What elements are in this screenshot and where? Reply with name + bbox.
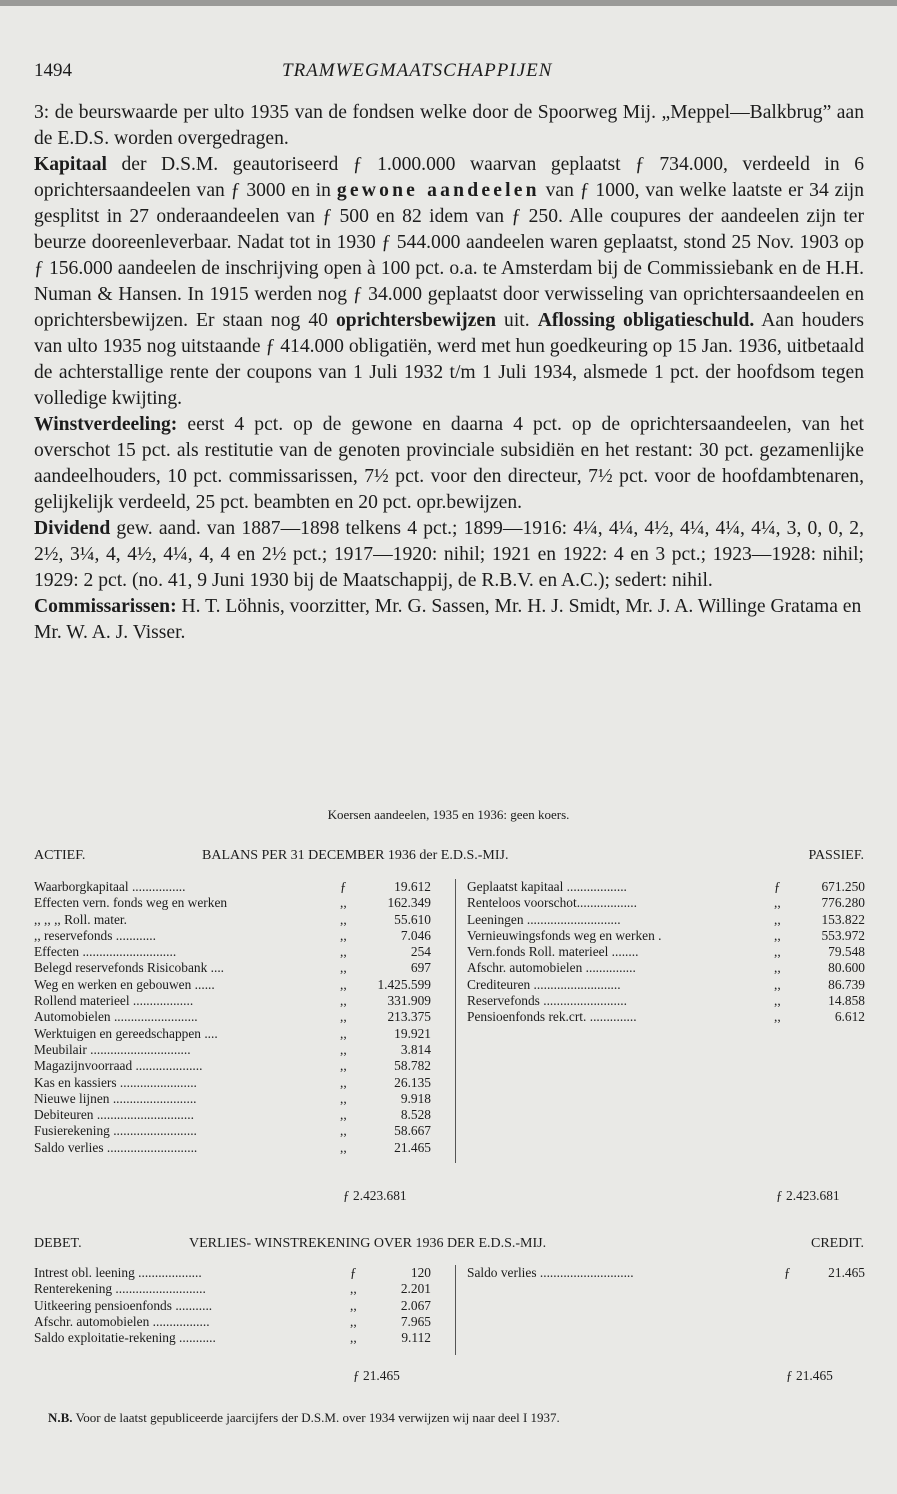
row-label: Debiteuren ............................. — [34, 1107, 194, 1123]
row-label: Afschr. automobielen ............... — [467, 960, 636, 976]
row-currency: ,, — [350, 1281, 357, 1297]
row-amount: 55.610 — [394, 911, 431, 927]
row-amount: 21.465 — [394, 1139, 431, 1155]
row-label: Vernieuwingsfonds weg en werken . — [467, 927, 662, 943]
row-amount: 7.965 — [400, 1313, 431, 1329]
row-amount: 7.046 — [400, 927, 431, 943]
balans-divider — [455, 879, 456, 1163]
row-label: Meubilair .............................. — [34, 1041, 191, 1057]
running-title: TRAMWEGMAATSCHAPPIJEN — [282, 60, 553, 81]
row-currency: ƒ — [340, 879, 347, 894]
row-label: Vern.fonds Roll. materieel ........ — [467, 944, 639, 960]
row-currency: ,, — [340, 1009, 347, 1025]
debet-heading: DEBET. — [34, 1236, 82, 1251]
table-row — [467, 993, 865, 1009]
row-amount: 58.667 — [394, 1123, 431, 1139]
table-row — [34, 1042, 434, 1058]
row-label: Crediteuren .......................... — [467, 976, 621, 992]
row-label: Rollend materieel .................. — [34, 993, 194, 1009]
row-label: Renteloos voorschot.................. — [467, 895, 637, 911]
row-currency: ,, — [350, 1297, 357, 1313]
row-amount: 331.909 — [387, 993, 431, 1009]
table-row — [34, 895, 434, 911]
row-currency: ƒ — [784, 1265, 791, 1280]
row-amount: 79.548 — [828, 944, 865, 960]
table-row — [34, 1026, 434, 1042]
table-row — [34, 1123, 434, 1139]
row-amount: 3.814 — [400, 1041, 431, 1057]
row-label: Effecten ............................ — [34, 944, 177, 960]
row-label: Kas en kassiers ....................... — [34, 1074, 197, 1090]
table-row — [34, 1265, 434, 1281]
table-row — [34, 912, 434, 928]
credit-heading: CREDIT. — [810, 1236, 864, 1251]
debet-list — [34, 1265, 434, 1346]
table-row — [467, 944, 865, 960]
row-amount: 671.250 — [821, 879, 865, 894]
row-currency: ,, — [340, 1058, 347, 1074]
row-label: ,, ,, ,, Roll. mater. — [34, 911, 127, 927]
row-label: ,, reservefonds ............ — [34, 927, 156, 943]
table-row — [34, 1281, 434, 1297]
row-currency: ,, — [774, 895, 781, 911]
actief-total: ƒ 2.423.681 — [343, 1188, 407, 1203]
row-currency: ,, — [774, 993, 781, 1009]
row-amount: 1.425.599 — [377, 976, 431, 992]
row-currency: ,, — [340, 927, 347, 943]
row-amount: 19.612 — [394, 879, 431, 894]
table-row — [34, 1140, 434, 1156]
table-row — [34, 960, 434, 976]
row-currency: ,, — [774, 944, 781, 960]
row-label: Weg en werken en gebouwen ...... — [34, 976, 215, 992]
row-amount: 697 — [410, 960, 431, 976]
passief-list — [467, 879, 865, 1026]
table-row — [467, 928, 865, 944]
credit-total: ƒ 21.465 — [786, 1368, 833, 1383]
row-amount: 86.739 — [828, 976, 865, 992]
row-currency: ,, — [774, 911, 781, 927]
row-amount: 26.135 — [394, 1074, 431, 1090]
row-label: Effecten vern. fonds weg en werken — [34, 895, 228, 911]
row-label: Afschr. automobielen ................. — [34, 1313, 210, 1329]
paragraph-dividend: Dividend gew. aand. van 1887—1898 telkens 4 pct.; 1899—1916: 4¼, 4¼, 4½, 4¼, 4¼, 4¼, 3, 0, 0, 2, 2½, 3¼, 4, 4½, 4¼, 4, 4 en 2½ pct.; 1917—1920: nihil; 1921 en 1922: 4 en 3 pct.; 1923—1928: nihil; 1929: 2 pct. (no. 41, 9 Juni 1930 bij de Maatschappij, de R.B.V. en A.C.); sedert: nihil. — [34, 518, 864, 591]
row-label: Fusierekening ......................... — [34, 1123, 197, 1139]
passief-heading: PASSIEF. — [808, 848, 864, 863]
paragraph-commissarissen: Commissarissen: H. T. Löhnis, voorzitter, Mr. G. Sassen, Mr. H. J. Smidt, Mr. J. A. Willinge Gratama en Mr. W. A. J. Visser. — [34, 596, 862, 643]
row-amount: 80.600 — [828, 960, 865, 976]
row-amount: 120 — [410, 1265, 431, 1280]
row-label: Werktuigen en gereedschappen .... — [34, 1025, 218, 1041]
row-amount: 58.782 — [394, 1058, 431, 1074]
row-currency: ,, — [340, 1090, 347, 1106]
row-currency: ,, — [774, 976, 781, 992]
table-row — [34, 928, 434, 944]
row-amount: 2.201 — [400, 1281, 431, 1297]
row-currency: ,, — [340, 1139, 347, 1155]
dividend-label: Dividend — [34, 518, 111, 539]
row-label: Saldo verlies ............................ — [467, 1265, 634, 1280]
row-currency: ,, — [350, 1330, 357, 1346]
row-currency: ,, — [340, 944, 347, 960]
paragraph-kapitaal: Kapitaal der D.S.M. geautoriseerd ƒ 1.000.000 waarvan geplaatst ƒ 734.000, verdeeld in 6 oprichtersaandeelen van ƒ 3000 en in gewone aandeelen van ƒ 1000, van welke laatste er 34 zijn gesplitst in 27 onderaandeelen van ƒ 500 en 82 idem van ƒ 250. Alle coupures der aandeelen zijn ter beurze dooreenleverbaar. Nadat tot in 1930 ƒ 544.000 aandeelen waren geplaatst, stond 25 Nov. 1903 op ƒ 156.000 aandeelen de inschrijving open à 100 pct. o.a. te Amsterdam bij de Commissiebank en de H.H. Numan & Hansen. In 1915 werden nog ƒ 34.000 geplaatst door verwisseling van oprichtersaandeelen en oprichtersbewijzen. Er staan nog 40 oprichtersbewijzen uit. Aflossing obligatieschuld. Aan houders van ulto 1935 nog uitstaande ƒ 414.000 obligatiën, werd met hun goedkeuring op 15 Jan. 1936, uitbetaald de achterstallige rente der coupons van 1 Juli 1932 t/m 1 Juli 1934, alsmede 1 pct. der hoofdsom tegen volledige kwijting. — [34, 154, 864, 409]
row-amount: 9.918 — [400, 1090, 431, 1106]
row-currency: ƒ — [350, 1265, 357, 1280]
table-row — [34, 1298, 434, 1314]
table-row — [467, 960, 865, 976]
row-amount: 21.465 — [828, 1265, 865, 1280]
row-currency: ,, — [340, 1025, 347, 1041]
row-currency: ,, — [340, 993, 347, 1009]
table-row — [34, 1009, 434, 1025]
row-label: Intrest obl. leening ................... — [34, 1265, 202, 1280]
row-label: Pensioenfonds rek.crt. .............. — [467, 1009, 637, 1025]
row-amount: 776.280 — [821, 895, 865, 911]
credit-list — [467, 1265, 865, 1281]
row-amount: 254 — [410, 944, 431, 960]
paragraph-beurswaarde: 3: de beurswaarde per ulto 1935 van de fondsen welke door de Spoorweg Mij. „Meppel—Balkbrug” aan de E.D.S. worden overgedragen. — [34, 102, 864, 149]
page-number: 1494 — [34, 60, 72, 81]
row-currency: ,, — [340, 911, 347, 927]
row-amount: 8.528 — [400, 1107, 431, 1123]
actief-heading: ACTIEF. — [34, 848, 86, 863]
aflossing-label: Aflossing obligatieschuld. — [537, 310, 755, 331]
table-row — [34, 1091, 434, 1107]
koersen-note: Koersen aandeelen, 1935 en 1936: geen koers. — [327, 807, 570, 822]
row-amount: 9.112 — [401, 1330, 431, 1346]
balans-title: BALANS PER 31 DECEMBER 1936 der E.D.S.-MIJ. — [202, 848, 509, 863]
row-amount: 14.858 — [828, 993, 865, 1009]
row-label: Saldo verlies ........................... — [34, 1139, 198, 1155]
row-amount: 19.921 — [394, 1025, 431, 1041]
footnote: N.B. Voor de laatst gepubliceerde jaarcijfers der D.S.M. over 1934 verwijzen wij naar deel I 1937. — [48, 1410, 560, 1425]
row-label: Waarborgkapitaal ................ — [34, 879, 186, 894]
table-row — [467, 895, 865, 911]
row-label: Saldo exploitatie-rekening ........... — [34, 1330, 216, 1346]
row-label: Renterekening ........................... — [34, 1281, 206, 1297]
row-currency: ,, — [340, 1123, 347, 1139]
table-row — [34, 879, 434, 895]
page-header — [34, 60, 863, 90]
row-label: Reservefonds ......................... — [467, 993, 627, 1009]
table-row — [34, 1314, 434, 1330]
winstverdeeling-label: Winstverdeeling: — [34, 414, 178, 435]
row-currency: ,, — [340, 895, 347, 911]
row-label: Nieuwe lijnen ......................... — [34, 1090, 197, 1106]
row-currency: ,, — [340, 1074, 347, 1090]
commissarissen-label: Commissarissen: — [34, 596, 177, 617]
row-amount: 213.375 — [387, 1009, 431, 1025]
row-currency: ,, — [350, 1313, 357, 1329]
row-label: Uitkeering pensioenfonds ........... — [34, 1297, 213, 1313]
row-amount: 553.972 — [821, 927, 865, 943]
table-row — [34, 1107, 434, 1123]
verlies-divider — [455, 1265, 456, 1355]
table-row — [34, 1058, 434, 1074]
verlies-heading — [34, 1236, 864, 1256]
balans-heading — [34, 848, 864, 868]
row-currency: ,, — [340, 1107, 347, 1123]
row-currency: ,, — [340, 960, 347, 976]
row-amount: 6.612 — [834, 1009, 865, 1025]
passief-total: ƒ 2.423.681 — [776, 1188, 840, 1203]
table-row — [34, 977, 434, 993]
row-currency: ,, — [340, 1041, 347, 1057]
table-row — [34, 993, 434, 1009]
table-row — [34, 944, 434, 960]
row-currency: ,, — [774, 960, 781, 976]
actief-list — [34, 879, 434, 1156]
table-row — [34, 1075, 434, 1091]
row-label: Automobielen ......................... — [34, 1009, 198, 1025]
table-row — [467, 1265, 865, 1281]
table-row — [34, 1330, 434, 1346]
body-text — [34, 100, 864, 646]
row-amount: 153.822 — [821, 911, 865, 927]
row-label: Belegd reservefonds Risicobank .... — [34, 960, 225, 976]
table-row — [467, 1009, 865, 1025]
row-amount: 162.349 — [387, 895, 431, 911]
table-row — [467, 879, 865, 895]
row-label: Geplaatst kapitaal .................. — [467, 879, 627, 894]
debet-total: ƒ 21.465 — [353, 1368, 400, 1383]
row-amount: 2.067 — [400, 1297, 431, 1313]
table-row — [467, 912, 865, 928]
verlies-title: VERLIES- WINSTREKENING OVER 1936 DER E.D.S.-MIJ. — [189, 1236, 547, 1251]
row-currency: ,, — [340, 976, 347, 992]
row-currency: ,, — [774, 927, 781, 943]
row-currency: ƒ — [774, 879, 781, 894]
paragraph-winstverdeeling: Winstverdeeling: eerst 4 pct. op de gewone en daarna 4 pct. op de oprichtersaandeelen, van het overschot 15 pct. als restitutie van de genoten provinciale subsidiën en het restant: 30 pct. gezamenlijke aandeelhouders, 10 pct. commissarissen, 7½ pct. voor den directeur, 7½ pct. voor de hoofdambtenaren, gelijkelijk verdeeld, 25 pct. beambten en 20 pct. opr.bewijzen. — [34, 414, 864, 513]
row-currency: ,, — [774, 1009, 781, 1025]
row-label: Magazijnvoorraad .................... — [34, 1058, 203, 1074]
page-top-edge — [0, 0, 897, 6]
table-row — [467, 977, 865, 993]
kapitaal-label: Kapitaal — [34, 154, 107, 175]
row-label: Leeningen ............................ — [467, 911, 621, 927]
